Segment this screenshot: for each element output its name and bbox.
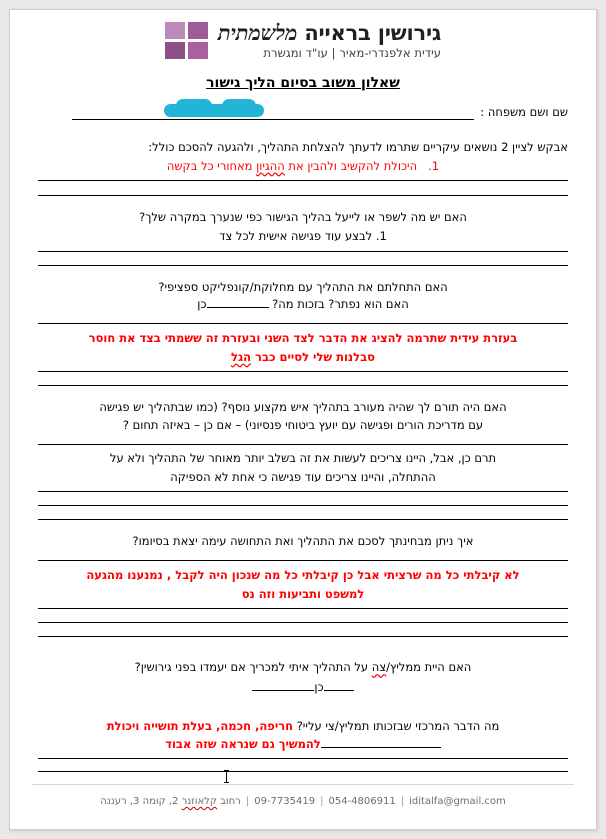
- question-6-inline-answer: כן: [314, 679, 324, 694]
- question-2-answer: 1. לבצע עוד פגישה אישית לכל צד: [219, 229, 387, 244]
- logo-squares-icon: [165, 22, 208, 59]
- question-4-subtext: עם מדריכת הורים ופגישה עם יועץ ביטוחי פנסיוני) – אם כן – באיזה תחום ?: [122, 418, 484, 433]
- question-4-answer-line-1: תרם כן, אבל, היינו צריכים לעשות את זה בשלב יותר מאוחר של התהליך ולא על: [109, 450, 497, 465]
- question-7-text: [38, 718, 568, 735]
- question-4-answer-line-2: ההתחלה, והיינו צריכים עוד פגישה כי אחת לא הספיקה: [170, 469, 436, 484]
- redaction-mark-3: [222, 99, 256, 113]
- question-7-answer-inline: חריפה, חכמה, בעלת תושייה ויכולת: [106, 718, 294, 733]
- question-6-answer-row: [38, 679, 568, 694]
- answer-rule[interactable]: [38, 560, 568, 561]
- text-caret-icon: [226, 770, 227, 783]
- logo-square-bottom-left: [165, 42, 185, 59]
- footer-separator: |: [320, 796, 324, 807]
- question-5-answer-line-1: לא קיבלתי כל מה שרציתי אבל כן קיבלתי כל מה שנכון היה לקבל , נמנענו מהגעה: [86, 567, 520, 582]
- document-content: [10, 10, 596, 829]
- answer-rule[interactable]: [38, 636, 568, 637]
- answer-rule[interactable]: [38, 195, 568, 196]
- question-3-answer-line-1: בעזרת עידית שתרמה להציג את הדבר לצד השני ובעזרת זה ששמתי בצד את חוסר: [88, 331, 518, 346]
- misspelled-word: ההגיון: [256, 158, 285, 173]
- answer-rule[interactable]: [38, 444, 568, 445]
- answer-rule[interactable]: [38, 519, 568, 520]
- question-2-text: האם יש מה לשפר או לייעל בהליך הגישור כפי שנערך במקרה שלך?: [139, 210, 467, 225]
- question-3-inline-answer: כן: [197, 297, 207, 312]
- logo-wordmark: [218, 22, 441, 59]
- logo-subtitle: עידית אלפנדרי-מאיר | עו"ד ומגשרת: [263, 46, 442, 61]
- question-5-answer-line-2: למשפט ותביעות וזה נס: [241, 586, 365, 601]
- logo-brand-plain: גירושין בראייה: [304, 21, 442, 45]
- company-logo: [10, 22, 596, 59]
- question-3-answer-line-2: סבלנות שלי לסיים כבר הגל: [231, 349, 375, 364]
- logo-brand-script: מלשמתית: [217, 20, 298, 45]
- q6-blank-left[interactable]: [324, 679, 354, 691]
- answer-rule[interactable]: [38, 265, 568, 266]
- question-1-text: אבקש לציין 2 נושאים עיקריים שתרמו לדעתך להצלחת התהליך, ולהגעה להסכם כולל:: [148, 140, 568, 155]
- footer-contact: [10, 796, 596, 807]
- text-cursor-line[interactable]: [38, 772, 568, 784]
- page-title: שאלון משוב בסיום הליך גישור: [206, 75, 400, 92]
- question-3-text: האם התחלתם את התהליך עם מחלוקת/קונפליקט ספציפי?: [158, 279, 448, 294]
- redaction-mark-2: [176, 99, 212, 113]
- footer-separator: |: [245, 796, 250, 807]
- document-page: [9, 9, 597, 830]
- questions-area: [38, 120, 568, 785]
- q6-blank-right[interactable]: [252, 679, 314, 691]
- q7-blank[interactable]: [321, 736, 441, 748]
- footer-divider: [32, 784, 574, 785]
- logo-square-top-right: [188, 22, 208, 39]
- question-3-subtext: האם הוא נפתר? בזכות מה? כן: [197, 297, 409, 312]
- answer-rule[interactable]: [38, 323, 568, 324]
- footer-email[interactable]: iditalfa@gmail.com: [409, 796, 506, 807]
- misspelled-word: צה: [371, 660, 387, 675]
- misspelled-word: הגל: [231, 349, 252, 364]
- question-6-text: האם היית ממליץ/צה על התהליך איתי למכריך אם יעמדו בפני גירושין?: [134, 660, 472, 675]
- logo-square-top-left: [165, 22, 185, 39]
- footer-address: רחוב קלאוזנר 2, קומה 3, רעננה: [100, 796, 241, 807]
- name-input[interactable]: [72, 106, 474, 120]
- footer-phone[interactable]: 09-7735419: [254, 796, 316, 807]
- name-field-label: שם ושם משפחה :: [480, 105, 568, 120]
- logo-square-bottom-right: [188, 42, 208, 59]
- q3-blank[interactable]: [207, 296, 269, 308]
- name-field-row: [38, 105, 568, 120]
- logo-brand-line: [218, 22, 441, 44]
- question-1-answer: 1. היכולת להקשיב ולהבין את ההגיון מאחורי כל בקשה: [166, 158, 440, 173]
- question-7-answer-line-2: להמשיך גם שנראה שזה אבוד: [38, 736, 568, 753]
- question-5-text: איך ניתן מבחינתך לסכם את התהליך ואת התחושה עימה יצאת בסיומו?: [132, 534, 474, 549]
- misspelled-word: קלאוזנר: [181, 796, 217, 807]
- answer-rule[interactable]: [38, 385, 568, 386]
- question-7-prompt: מה הדבר המרכזי שבזכותו תמליץ/צי עליי?: [296, 718, 500, 733]
- footer-separator: |: [400, 796, 405, 807]
- question-4-text: האם היה תורם לך שהיה מעורב בתהליך איש מקצוע נוסף? (כמו שבתהליך יש פגישה: [99, 400, 507, 415]
- footer-mobile[interactable]: 054-4806911: [328, 796, 396, 807]
